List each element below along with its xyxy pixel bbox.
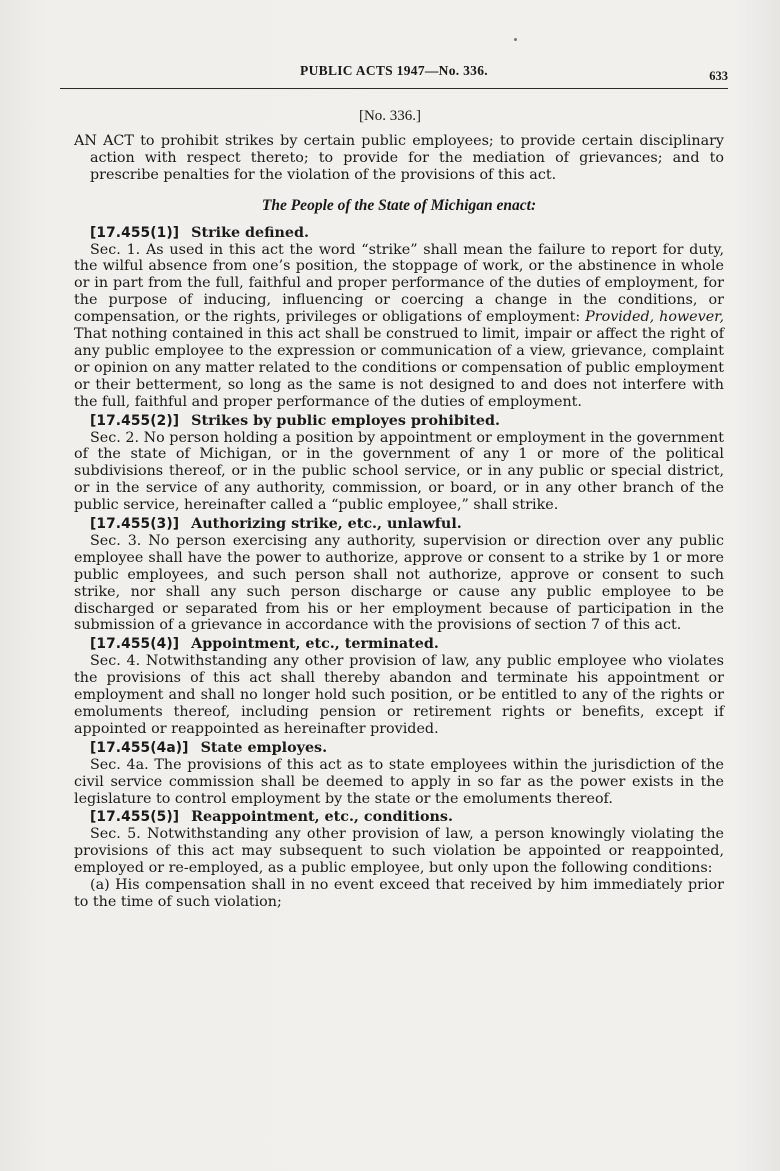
section-heading xyxy=(74,809,724,826)
section-heading-text: Strike defined. xyxy=(191,224,309,241)
section-heading xyxy=(74,636,724,653)
section-text: Sec. 3. No person exercising any authority, supervision or direction over any public employee shall have the power to authorize, approve or consent to a strike by 1 or more public employees, and such person shall not authorize, approve or consent to such strike, nor shall any such person discharge or cause any public employee to be discharged or separated from his or her employment because of participation in the submission of a grievance in accordance with the provisions of section 7 of this act. xyxy=(74,532,724,634)
running-title: PUBLIC ACTS 1947—No. 336. xyxy=(300,63,488,78)
section-reference: [17.455(3)] xyxy=(90,516,180,533)
section-text-part: That nothing contained in this act shall be construed to limit, impair or affect the right of any public employee to the expression or communication of a view, grievance, complaint or opinion on any matter related to the conditions or compensation of public employment or their betterment, so long as the same is not designed to and does not interfere with the full, faithful and proper performance of the duties of employment. xyxy=(74,326,724,410)
section-heading-text: Strikes by public employes prohibited. xyxy=(191,412,500,429)
section-reference: [17.455(1)] xyxy=(90,224,180,241)
section-heading-text: Authorizing strike, etc., unlawful. xyxy=(191,516,462,533)
section-reference: [17.455(4a)] xyxy=(90,739,189,756)
section-heading xyxy=(74,413,724,430)
enacting-clause: The People of the State of Michigan enact: xyxy=(261,196,537,214)
section-text: Sec. 2. No person holding a position by appointment or employment in the government of the state of Michigan, or in the government of any 1 or more of the political subdivisions thereof, or in the public school service, or in any public or special district, or in the service of any authority, commission, or board, or in any other branch of the public service, hereinafter called a “public employee,” shall strike. xyxy=(74,429,724,514)
act-title-paragraph: AN ACT to prohibit strikes by certain public employees; to provide certain disciplinary action with respect thereto; to provide for the mediation of grievances; and to prescribe penalties for the violation of the provisions of this act. xyxy=(74,133,724,183)
section-heading xyxy=(74,516,724,533)
section-text xyxy=(74,242,724,411)
act-body xyxy=(74,133,724,911)
act-number: [No. 336.] xyxy=(358,108,422,124)
section-reference: [17.455(2)] xyxy=(90,412,180,429)
section-reference: [17.455(4)] xyxy=(90,636,180,653)
proviso-italic: Provided, however, xyxy=(585,309,724,326)
page-number: 633 xyxy=(709,69,728,83)
section-reference: [17.455(5)] xyxy=(90,809,180,826)
section-heading-text: Reappointment, etc., conditions. xyxy=(191,809,453,826)
section-text: Sec. 4a. The provisions of this act as to state employees within the jurisdiction of the civil service commission shall be deemed to apply in so far as the power exists in the legislature to control employment by the state or the emoluments thereof. xyxy=(74,756,724,807)
section-heading xyxy=(74,740,724,757)
section-heading-text: Appointment, etc., terminated. xyxy=(191,636,439,653)
subparagraph-a: (a) His compensation shall in no event exceed that received by him immediately prior to the time of such violation; xyxy=(74,877,724,910)
section-text: Sec. 5. Notwithstanding any other provision of law, a person knowingly violating the provisions of this act may subsequent to such violation be appointed or reappointed, employed or re-employed, as a public employee, but only upon the following conditions: xyxy=(74,826,724,877)
section-heading-text: State employes. xyxy=(200,739,328,756)
section-heading xyxy=(74,225,724,242)
printed-speck xyxy=(514,38,517,41)
section-text: Sec. 4. Notwithstanding any other provision of law, any public employee who violates the provisions of this act shall thereby abandon and terminate his appointment or employment and shall no longer hold such position, or be entitled to any of the rights or emoluments thereof, including pension or retirement rights or benefits, except if appointed or reappointed as hereinafter provided. xyxy=(74,653,724,737)
section-text-part: Sec. 1. As used in this act the word “strike” shall mean the failure to report for duty, the wilful absence from one’s position, the stoppage of work, or the abstinence in whole or in part from the full, faithful and proper performance of the duties of employment, for the purpose of inducing, influencing or coercing a change in the conditions, or compensation, or the rights, privileges or obligations of employment: xyxy=(74,241,724,326)
running-header xyxy=(60,62,728,89)
